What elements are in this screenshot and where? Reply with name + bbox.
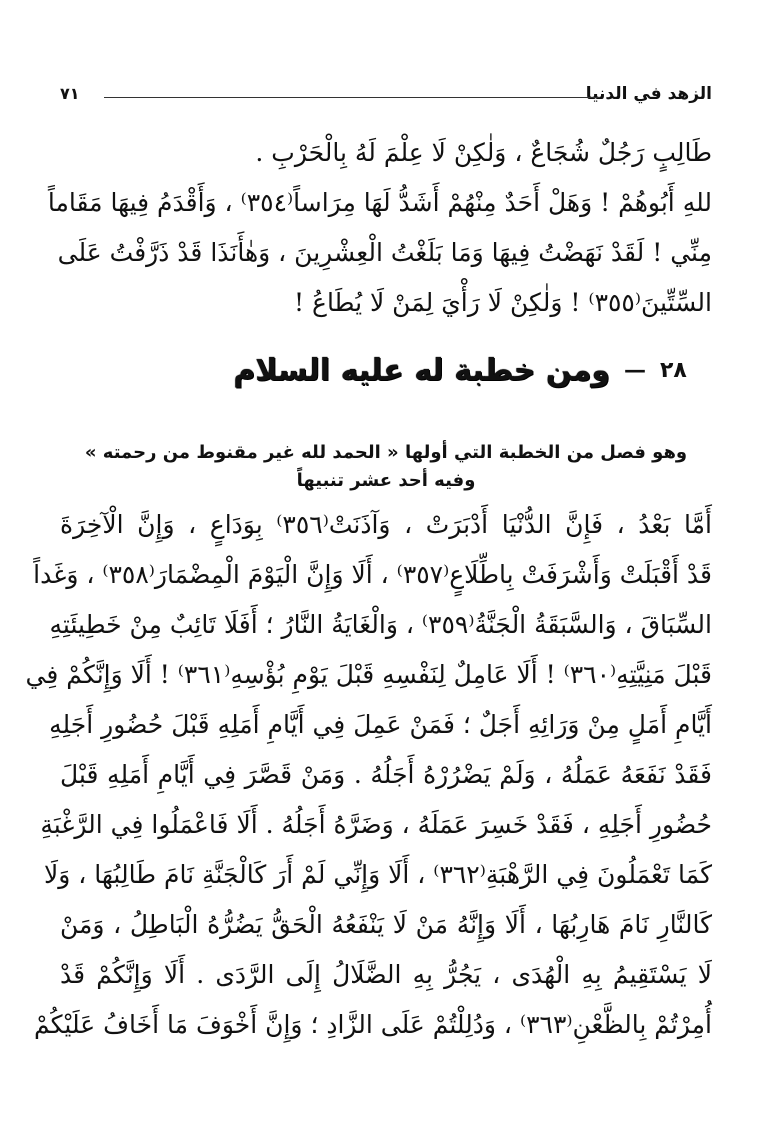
text-line: السِّبَاقَ ، وَالسَّبَقَةُ الْجَنَّةُ⁽٣٥٩⁾ ، وَالْغَايَةُ النَّارُ ؛ أَفَلَا تَائِبٌ مِنْ خَطِيئَتِهِ xyxy=(49,610,712,639)
top-paragraph xyxy=(47,128,712,328)
section-heading xyxy=(200,345,720,395)
text-line: فَقَدْ نَفَعَهُ عَمَلُهُ ، وَلَمْ يَضْرُرْهُ أَجَلُهُ . وَمَنْ قَصَّرَ فِي أَيَّامِ أَمَلِهِ قَبْلَ xyxy=(60,760,712,789)
text-line: لَا يَسْتَقِيمُ بِهِ الْهُدَى ، يَجُرُّ بِهِ الضَّلَالُ إِلَى الرَّدَى . أَلَا وَإِنَّكُمْ قَدْ xyxy=(60,960,712,989)
text-line: مِنِّي ! لَقَدْ نَهَضْتُ فِيهَا وَمَا بَلَغْتُ الْعِشْرِينَ ، وَهٰأَنَذَا قَدْ ذَرَّفْتُ عَلَى xyxy=(57,238,712,267)
text-line: السِّتِّينَ⁽٣٥٥⁾ ! وَلٰكِنْ لَا رَأْيَ لِمَنْ لَا يُطَاعُ ! xyxy=(294,288,712,317)
text-line: أُمِرْتُمْ بِالظَّعْنِ⁽٣٦٣⁾ ، وَدُلِلْتُمْ عَلَى الزَّادِ ؛ وَإِنَّ أَخْوَفَ مَا أَخَافُ عَلَيْكُمْ xyxy=(33,1010,712,1039)
text-line: قَبْلَ مَنِيَّتِهِ⁽٣٦٠⁾ ! أَلَا عَامِلٌ لِنَفْسِهِ قَبْلَ يَوْمِ بُؤْسِهِ⁽٣٦١⁾ ! أَلَا وَإِنَّكُمْ فِي xyxy=(25,660,712,689)
text-line: قَدْ أَقْبَلَتْ وَأَشْرَفَتْ بِاطِّلَاعٍ⁽٣٥٧⁾ ، أَلَا وَإِنَّ الْيَوْمَ الْمِضْمَارَ⁽٣٥٨⁾ ، وَغَداً xyxy=(33,560,712,589)
header-rule xyxy=(104,97,600,98)
text-line: كَالنَّارِ نَامَ هَارِبُهَا ، أَلَا وَإِنَّهُ مَنْ لَا يَنْفَعُهُ الْحَقُّ يَضُرُّهُ الْبَاطِلُ ، وَمَنْ xyxy=(60,910,712,939)
running-title: الزهد في الدنيا xyxy=(585,84,712,104)
main-paragraph xyxy=(25,500,712,1050)
text-line: حُضُورِ أَجَلِهِ ، فَقَدْ خَسِرَ عَمَلَهُ ، وَضَرَّهُ أَجَلُهُ . أَلَا فَاعْمَلُوا فِي الرَّغْبَةِ xyxy=(40,810,712,839)
section-title-ornament: ومن خطبة له عليه السلام xyxy=(233,352,610,388)
section-number: ٢٨ xyxy=(659,357,687,383)
section-intro-line-2: وفيه أحد عشر تنبيهاً xyxy=(296,470,476,491)
text-line: أَمَّا بَعْدُ ، فَإِنَّ الدُّنْيَا أَدْبَرَتْ ، وَآذَنَتْ⁽٣٥٦⁾ بِوَدَاعٍ ، وَإِنَّ الْآخِرَةَ xyxy=(60,510,712,539)
text-line: للهِ أَبُوهُمْ ! وَهَلْ أَحَدٌ مِنْهُمْ أَشَدُّ لَهَا مِرَاساً⁽٣٥٤⁾ ، وَأَقْدَمُ فِيهَا مَقَاماً xyxy=(47,188,712,217)
page-number: ٧١ xyxy=(60,84,80,103)
section-intro-line-1: وهو فصل من الخطبة التي أولها « الحمد لله غير مقنوط من رحمته » xyxy=(84,442,688,463)
text-line: أَيَّامِ أَمَلٍ مِنْ وَرَائِهِ أَجَلٌ ؛ فَمَنْ عَمِلَ فِي أَيَّامِ أَمَلِهِ قَبْلَ حُضُورِ أَجَلِهِ xyxy=(49,710,712,739)
running-header xyxy=(60,84,712,112)
text-line: كَمَا تَعْمَلُونَ فِي الرَّهْبَةِ⁽٣٦٢⁾ ، أَلَا وَإِنِّي لَمْ أَرَ كَالْجَنَّةِ نَامَ طَالِبُهَا ، وَلَا xyxy=(43,860,712,889)
text-line: طَالِبٍ رَجُلٌ شُجَاعٌ ، وَلٰكِنْ لَا عِلْمَ لَهُ بِالْحَرْبِ . xyxy=(255,138,712,167)
section-dash: — xyxy=(623,357,646,383)
